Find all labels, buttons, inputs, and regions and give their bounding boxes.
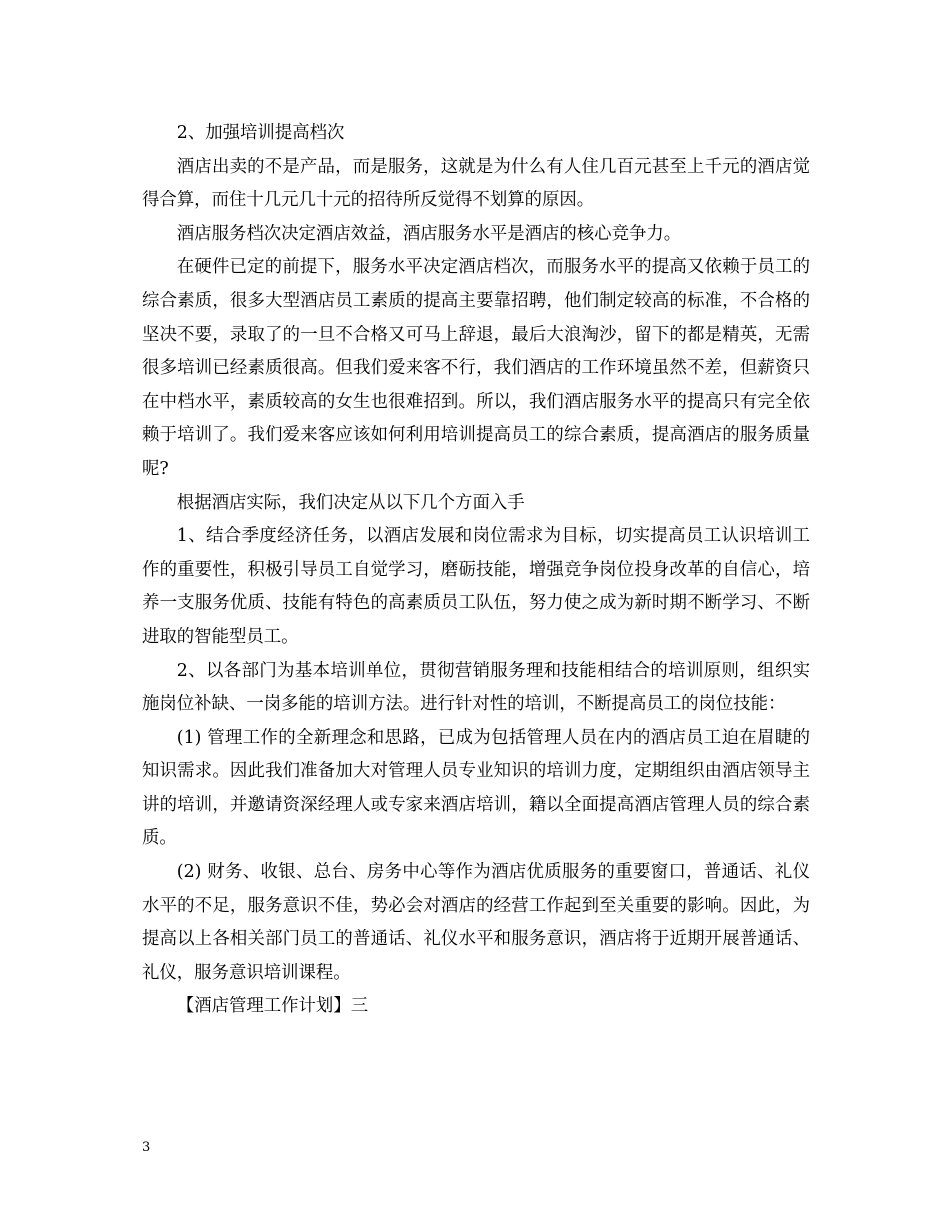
page-number: 3 xyxy=(142,1140,151,1155)
paragraph-service-level: 酒店服务档次决定酒店效益，酒店服务水平是酒店的核心竞争力。 xyxy=(176,223,682,244)
sub-item-2: (2) 财务、收银、总台、房务中心等作为酒店优质服务的重要窗口，普通话、礼仪水平的不足，服务意识不佳，势必会对酒店的经营工作起到至关重要的影响。因此，为提高以上各相关部门员工的普通话、礼仪水平和服务意识，酒店将于近期开展普通话、礼仪，服务意识培训课程。 xyxy=(142,862,810,983)
sub-item-1: (1) 管理工作的全新理念和思路，已成为包括管理人员在内的酒店员工迫在眉睫的知识需求。因此我们准备加大对管理人员专业知识的培训力度，定期组织由酒店领导主讲的培训，并邀请资深经理人或专家来酒店培训，籍以全面提高酒店管理人员的综合素质。 xyxy=(142,727,810,849)
list-item-2: 2、以各部门为基本培训单位，贯彻营销服务理和技能相结合的培训原则，组织实施岗位补缺、一岗多能的培训方法。进行针对性的培训，不断提高员工的岗位技能： xyxy=(142,660,810,715)
section-title-plan-three: 【酒店管理工作计划】三 xyxy=(176,996,369,1017)
section-heading-training: 2、加强培训提高档次 xyxy=(176,123,345,143)
body-text xyxy=(142,117,810,1024)
list-item-1: 1、结合季度经济任务，以酒店发展和岗位需求为目标，切实提高员工认识培训工作的重要性，积极引导员工自觉学习，磨砺技能，增强竞争岗位投身改革的自信心，培养一支服务优质、技能有特色的高素质员工队伍，努力使之成为新时期不断学习、不断进取的智能型员工。 xyxy=(142,526,810,647)
paragraph-hardware-premise: 在硬件已定的前提下，服务水平决定酒店档次，而服务水平的提高又依赖于员工的综合素质，很多大型酒店员工素质的提高主要靠招聘，他们制定较高的标准，不合格的坚决不要，录取了的一旦不合格又可马上辞退，最后大浪淘沙，留下的都是精英，无需很多培训已经素质很高。但我们爱来客不行，我们酒店的工作环境虽然不差，但薪资只在中档水平，素质较高的女生也很难招到。所以，我们酒店服务水平的提高只有完全依赖于培训了。我们爱来客应该如何利用培训提高员工的综合素质，提高酒店的服务质量呢? xyxy=(142,257,810,479)
paragraph-service-not-product: 酒店出卖的不是产品，而是服务，这就是为什么有人住几百元甚至上千元的酒店觉得合算，而住十几元几十元的招待所反觉得不划算的原因。 xyxy=(142,156,810,211)
paragraph-approach-intro: 根据酒店实际，我们决定从以下几个方面入手 xyxy=(176,492,525,513)
